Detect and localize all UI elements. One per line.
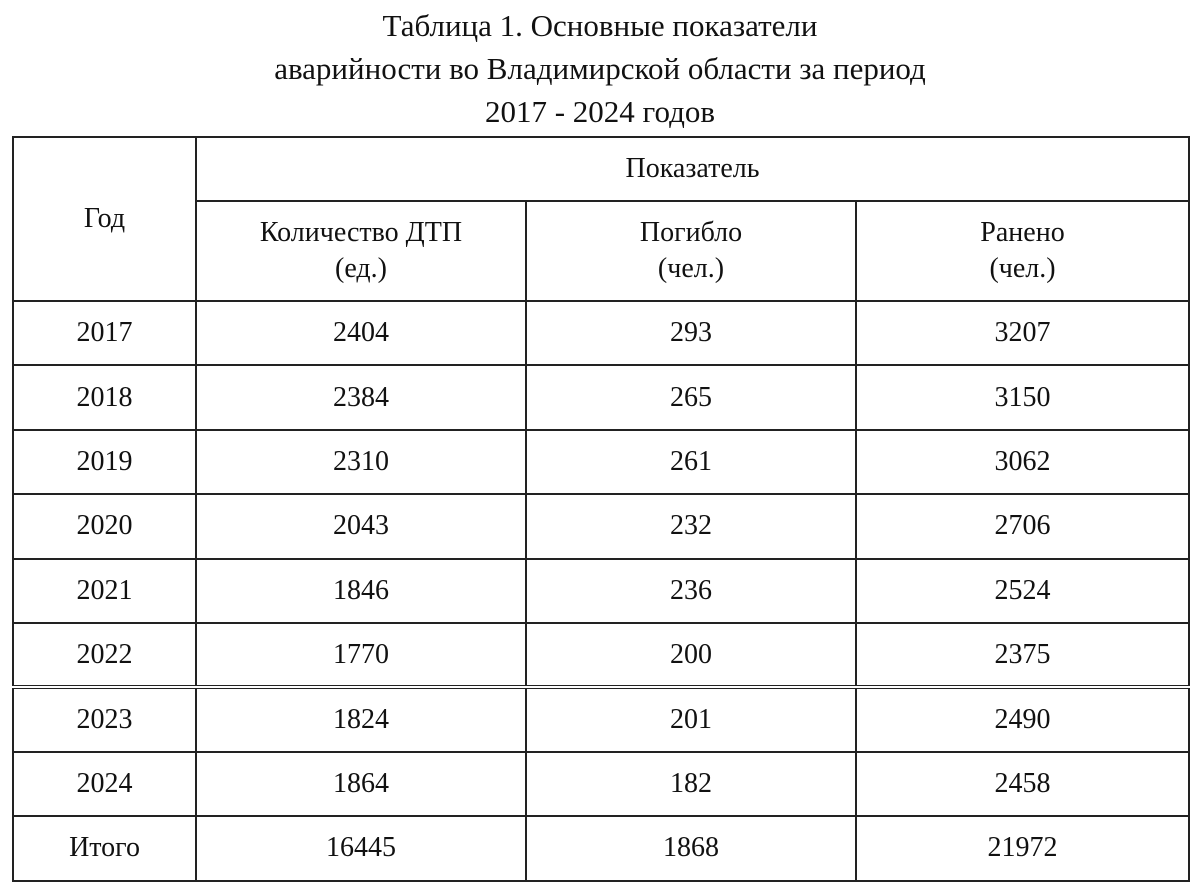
cell-injured: 2524 bbox=[856, 559, 1189, 623]
table-body bbox=[13, 301, 1189, 881]
cell-dtp: 2043 bbox=[196, 494, 526, 558]
header-injured-unit: (чел.) bbox=[989, 253, 1056, 284]
header-year: Год bbox=[13, 137, 196, 301]
cell-total-label: Итого bbox=[13, 816, 196, 880]
cell-dead: 261 bbox=[526, 430, 856, 494]
cell-year: 2019 bbox=[13, 430, 196, 494]
table-title bbox=[0, 4, 1200, 133]
header-dtp-unit: (ед.) bbox=[335, 253, 387, 284]
table-row bbox=[13, 752, 1189, 816]
cell-total-injured: 21972 bbox=[856, 816, 1189, 880]
cell-dtp: 2384 bbox=[196, 365, 526, 429]
cell-year: 2023 bbox=[13, 687, 196, 751]
cell-dtp: 1864 bbox=[196, 752, 526, 816]
title-line-2: аварийности во Владимирской области за период bbox=[274, 51, 926, 86]
cell-dead: 201 bbox=[526, 687, 856, 751]
title-line-1: Таблица 1. Основные показатели bbox=[382, 8, 818, 43]
accident-statistics-table bbox=[12, 136, 1190, 882]
cell-injured: 3062 bbox=[856, 430, 1189, 494]
header-injured bbox=[856, 201, 1189, 301]
table-header bbox=[13, 137, 1189, 301]
cell-total-dead: 1868 bbox=[526, 816, 856, 880]
cell-dtp: 1846 bbox=[196, 559, 526, 623]
title-line-3: 2017 - 2024 годов bbox=[484, 94, 716, 129]
header-dead-label: Погибло bbox=[639, 217, 743, 248]
cell-dtp: 1770 bbox=[196, 623, 526, 687]
cell-dtp: 2310 bbox=[196, 430, 526, 494]
table-row bbox=[13, 365, 1189, 429]
cell-dead: 232 bbox=[526, 494, 856, 558]
cell-total-dtp: 16445 bbox=[196, 816, 526, 880]
cell-dead: 236 bbox=[526, 559, 856, 623]
header-dtp-count bbox=[196, 201, 526, 301]
cell-injured: 2706 bbox=[856, 494, 1189, 558]
cell-injured: 2375 bbox=[856, 623, 1189, 687]
cell-injured: 2490 bbox=[856, 687, 1189, 751]
cell-dead: 200 bbox=[526, 623, 856, 687]
cell-dtp: 2404 bbox=[196, 301, 526, 365]
table-row bbox=[13, 430, 1189, 494]
header-row-1 bbox=[13, 137, 1189, 201]
cell-dead: 293 bbox=[526, 301, 856, 365]
table-row bbox=[13, 687, 1189, 751]
cell-injured: 3150 bbox=[856, 365, 1189, 429]
table-row bbox=[13, 623, 1189, 687]
table-row bbox=[13, 559, 1189, 623]
table-row bbox=[13, 301, 1189, 365]
cell-injured: 2458 bbox=[856, 752, 1189, 816]
cell-dead: 265 bbox=[526, 365, 856, 429]
header-dead-unit: (чел.) bbox=[657, 253, 725, 284]
header-dtp-label: Количество ДТП bbox=[259, 217, 463, 248]
cell-dtp: 1824 bbox=[196, 687, 526, 751]
cell-year: 2022 bbox=[13, 623, 196, 687]
cell-year: 2017 bbox=[13, 301, 196, 365]
header-injured-label: Ранено bbox=[980, 217, 1065, 248]
cell-dead: 182 bbox=[526, 752, 856, 816]
header-indicator: Показатель bbox=[196, 137, 1189, 201]
cell-injured: 3207 bbox=[856, 301, 1189, 365]
total-row bbox=[13, 816, 1189, 880]
header-dead bbox=[526, 201, 856, 301]
cell-year: 2020 bbox=[13, 494, 196, 558]
cell-year: 2021 bbox=[13, 559, 196, 623]
cell-year: 2018 bbox=[13, 365, 196, 429]
table-row bbox=[13, 494, 1189, 558]
cell-year: 2024 bbox=[13, 752, 196, 816]
